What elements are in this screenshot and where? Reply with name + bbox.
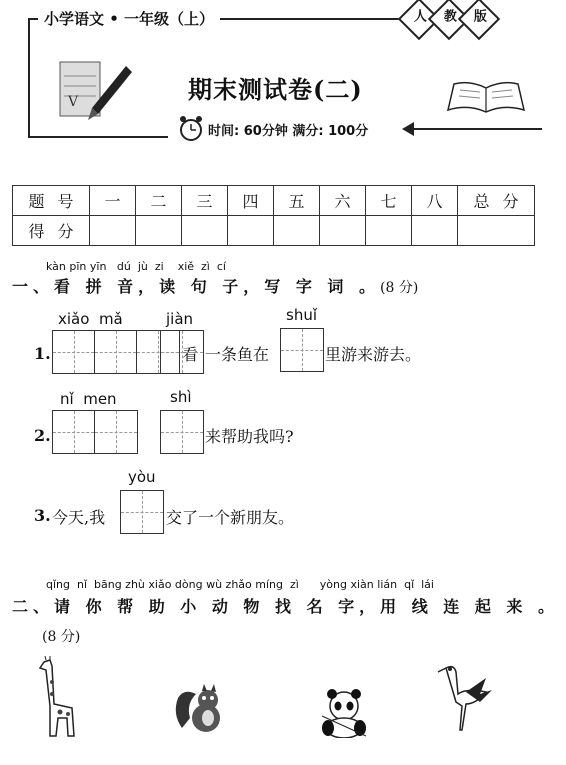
q1-text-3: 里游来游去。: [325, 345, 422, 364]
q1-pinyin-3: shuǐ: [286, 306, 317, 324]
cell-header: 六: [320, 186, 366, 216]
cell-header: 四: [228, 186, 274, 216]
giraffe-icon[interactable]: [32, 656, 82, 740]
score-cell[interactable]: [320, 216, 366, 246]
q3-write-grid-1[interactable]: [120, 490, 164, 534]
squirrel-icon[interactable]: [172, 684, 228, 736]
score-cell[interactable]: [182, 216, 228, 246]
cell-label-question: 题 号: [13, 186, 90, 216]
cell-label-score: 得 分: [13, 216, 90, 246]
q1-write-grid-3[interactable]: [280, 328, 324, 372]
time-score-info: 时间: 60分钟 满分: 100分: [208, 124, 369, 139]
cell-header: 八: [412, 186, 458, 216]
page-title: 期末测试卷(二): [188, 75, 363, 104]
score-cell[interactable]: [458, 216, 535, 246]
cell-header: 五: [274, 186, 320, 216]
header-frame-bottom: [28, 136, 168, 138]
q1-pinyin-1: xiǎo mǎ: [58, 310, 123, 328]
arrow-head-icon: [402, 122, 414, 136]
cell-header: 二: [136, 186, 182, 216]
series-label: 小学语文 • 一年级（上）: [38, 8, 220, 29]
score-cell[interactable]: [90, 216, 136, 246]
score-cell[interactable]: [136, 216, 182, 246]
crane-icon[interactable]: [436, 664, 496, 734]
q3-number: 3.: [34, 506, 51, 525]
cell-label-total: 总 分: [458, 186, 535, 216]
q3-text-2: 交了一个新朋友。: [166, 508, 295, 527]
score-table-score-row: [13, 216, 535, 246]
q1-text-2: 一条鱼在: [205, 345, 270, 364]
score-table-header-row: [13, 186, 535, 216]
section2-heading: 二、请 你 帮 助 小 动 物 找 名 字，用 线 连 起 来 。: [12, 597, 559, 616]
q1-write-grid-2[interactable]: [160, 330, 204, 374]
q2-pinyin-2: shì: [170, 388, 192, 406]
edition-badge-3: 版: [458, 0, 500, 40]
q2-write-grid-2[interactable]: [160, 410, 204, 454]
q1-text-1: 看: [182, 345, 199, 364]
cell-header: 一: [90, 186, 136, 216]
arrow-line: [410, 128, 542, 130]
edition-badge-2: 教: [428, 0, 470, 40]
pen-icon: [56, 56, 136, 126]
score-cell[interactable]: [228, 216, 274, 246]
alarm-clock-icon: [178, 114, 204, 142]
header-frame-left: [28, 18, 30, 136]
q2-write-grid-1[interactable]: [52, 410, 138, 454]
q3-pinyin-1: yòu: [128, 468, 156, 486]
q1-number: 1.: [34, 344, 51, 363]
edition-badge-1: 人: [398, 0, 440, 40]
section2-score: (8 分): [42, 629, 81, 645]
q1-pinyin-2: jiàn: [166, 310, 194, 328]
section2-pinyin: qǐng nǐ bāng zhù xiǎo dòng wù zhǎo míng zì yòng xiàn lián qǐ lái: [46, 578, 434, 591]
section1-pinyin: kàn pīn yīn dú jù zi xiě zì cí: [46, 260, 226, 273]
score-cell[interactable]: [366, 216, 412, 246]
section1-heading: 一、看 拼 音，读 句 子，写 字 词 。(8 分): [12, 277, 419, 296]
q2-text-1: 来帮助我吗?: [205, 427, 294, 446]
q2-number: 2.: [34, 426, 51, 445]
score-cell[interactable]: [412, 216, 458, 246]
open-book-icon: [444, 78, 528, 118]
q3-text-1: 今天,我: [52, 508, 106, 527]
score-table: [12, 185, 535, 246]
q2-pinyin-1: nǐ men: [60, 390, 117, 408]
cell-header: 三: [182, 186, 228, 216]
svg-text:V: V: [68, 94, 79, 110]
cell-header: 七: [366, 186, 412, 216]
score-cell[interactable]: [274, 216, 320, 246]
panda-icon[interactable]: [316, 686, 372, 738]
